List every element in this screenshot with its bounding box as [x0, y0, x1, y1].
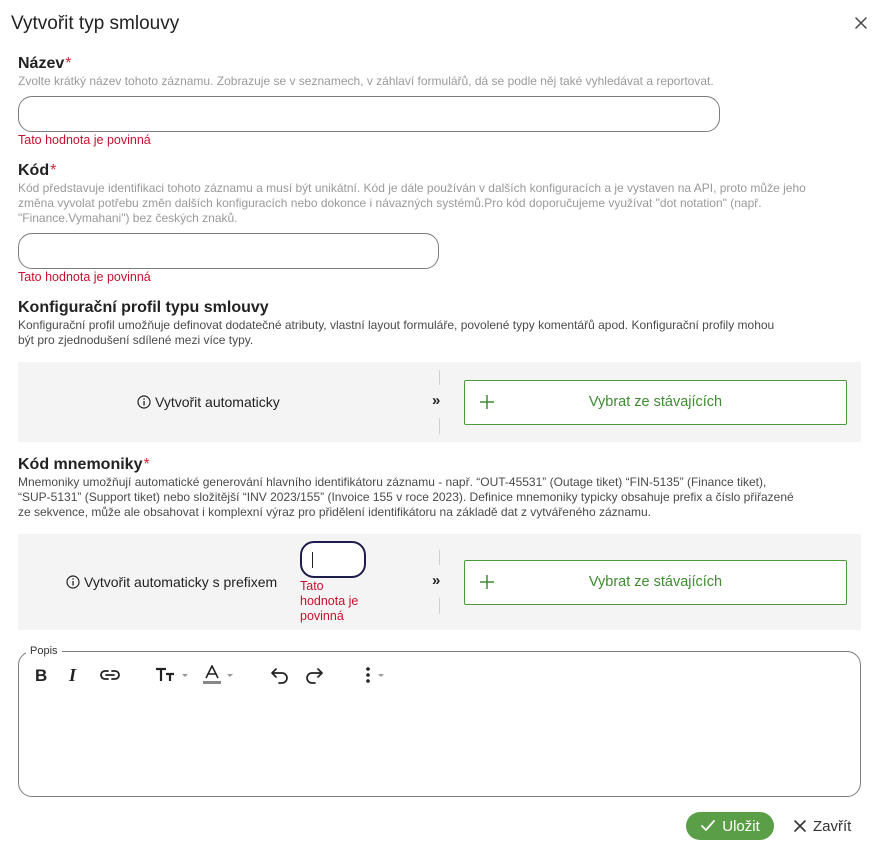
mnemonic-label	[18, 456, 150, 474]
divider	[439, 370, 440, 385]
config-profile-desc-line: být pro zjednodušení sdílené mezi více typy.	[18, 333, 254, 347]
required-mark: *	[143, 456, 150, 473]
prefix-input[interactable]	[300, 541, 366, 578]
info-icon	[137, 395, 151, 409]
chevron-down-icon	[182, 674, 188, 677]
code-input[interactable]	[18, 233, 439, 269]
name-error: Tato hodnota je povinná	[18, 133, 151, 147]
text-size-icon[interactable]	[155, 664, 188, 686]
chevron-double-right-icon: »	[432, 572, 438, 589]
chevron-down-icon	[378, 674, 384, 677]
mnemonic-label-text: Kód mnemoniky	[18, 456, 143, 473]
divider	[439, 598, 440, 614]
chevron-down-icon	[227, 674, 233, 677]
code-hint-line: změna vyvolat potřebu změn dalších konfiguracích nebo dokonce i návazných systémů.Pro kód doporučujeme využívat "dot notation" (např.	[18, 196, 762, 210]
mnemonic-auto-option[interactable]	[66, 574, 277, 590]
mnemonic-desc-line: Mnemoniky umožňují automatické generování hlavního identifikátoru záznamu - např. “OUT-45531” (Outage tiket) “FIN-5135” (Finance tiket),	[18, 475, 767, 489]
config-auto-label: Vytvořit automaticky	[155, 394, 280, 410]
mnemonic-select-existing-button[interactable]	[464, 560, 847, 605]
description-legend: Popis	[26, 645, 62, 657]
chevron-double-right-icon: »	[432, 392, 438, 409]
code-label	[18, 162, 56, 180]
save-label: Uložit	[722, 817, 760, 835]
italic-icon[interactable]	[67, 664, 83, 686]
bold-icon[interactable]	[33, 664, 51, 686]
config-auto-option[interactable]	[137, 394, 280, 410]
close-button[interactable]	[793, 812, 851, 840]
mnemonic-desc-line: “SUP-5131” (Support tiket) nebo složitější “INV 2023/155” (Invoice 155 v roce 2023). Definice mnemoniky typicky obsahuje prefix a číslo přiřazené	[18, 490, 794, 504]
save-button[interactable]	[686, 812, 774, 840]
name-input[interactable]	[18, 96, 720, 132]
divider	[439, 418, 440, 434]
close-icon	[793, 819, 807, 833]
undo-icon[interactable]	[270, 664, 290, 686]
name-hint: Zvolte krátký název tohoto záznamu. Zobrazuje se v seznamech, v záhlaví formulářů, dá se podle něj také vyhledávat a reportovat.	[18, 74, 714, 88]
svg-text:I: I	[69, 666, 77, 684]
code-error: Tato hodnota je povinná	[18, 270, 151, 284]
config-profile-desc	[18, 318, 863, 348]
info-icon	[66, 575, 80, 589]
prefix-error: Tato hodnota je povinná	[300, 579, 359, 623]
redo-icon[interactable]	[304, 664, 324, 686]
link-icon[interactable]	[99, 664, 121, 686]
code-label-text: Kód	[18, 162, 50, 179]
font-color-icon[interactable]	[202, 664, 233, 686]
code-hint	[18, 181, 863, 226]
config-select-existing-label: Vybrat ze stávajících	[588, 394, 723, 410]
dialog-title: Vytvořit typ smlouvy	[11, 13, 180, 34]
name-label	[18, 55, 71, 73]
check-icon	[700, 819, 716, 833]
mnemonic-desc	[18, 475, 866, 520]
text-caret	[312, 552, 313, 568]
mnemonic-auto-label: Vytvořit automaticky s prefixem	[84, 574, 278, 590]
svg-text:B: B	[35, 666, 48, 684]
config-profile-label: Konfigurační profil typu smlouvy	[18, 299, 269, 316]
required-mark: *	[65, 55, 72, 72]
code-hint-line: "Finance.Vymahani") bez českých znaků.	[18, 211, 238, 225]
mnemonic-select-existing-label: Vybrat ze stávajících	[588, 574, 723, 590]
more-vert-icon[interactable]	[363, 664, 384, 686]
name-label-text: Název	[18, 55, 65, 72]
mnemonic-desc-line: ze sekvence, může ale obsahovat i komplexní výraz pro přidělení identifikátoru na základě dat z vytvářeného záznamu.	[18, 505, 652, 519]
divider	[439, 550, 440, 565]
close-label: Zavřít	[813, 817, 852, 835]
config-select-existing-button[interactable]	[464, 380, 847, 425]
required-mark: *	[50, 162, 57, 179]
close-icon[interactable]	[851, 13, 871, 33]
config-profile-desc-line: Konfigurační profil umožňuje definovat dodatečné atributy, vlastní layout formuláře, povolené typy komentářů apod. Konfigurační profily mohou	[18, 318, 775, 332]
code-hint-line: Kód představuje identifikaci tohoto záznamu a musí být unikátní. Kód je dále používán v dalších konfiguracích a je vystaven na API, proto může jeho	[18, 181, 806, 195]
description-editor[interactable]	[18, 651, 861, 797]
